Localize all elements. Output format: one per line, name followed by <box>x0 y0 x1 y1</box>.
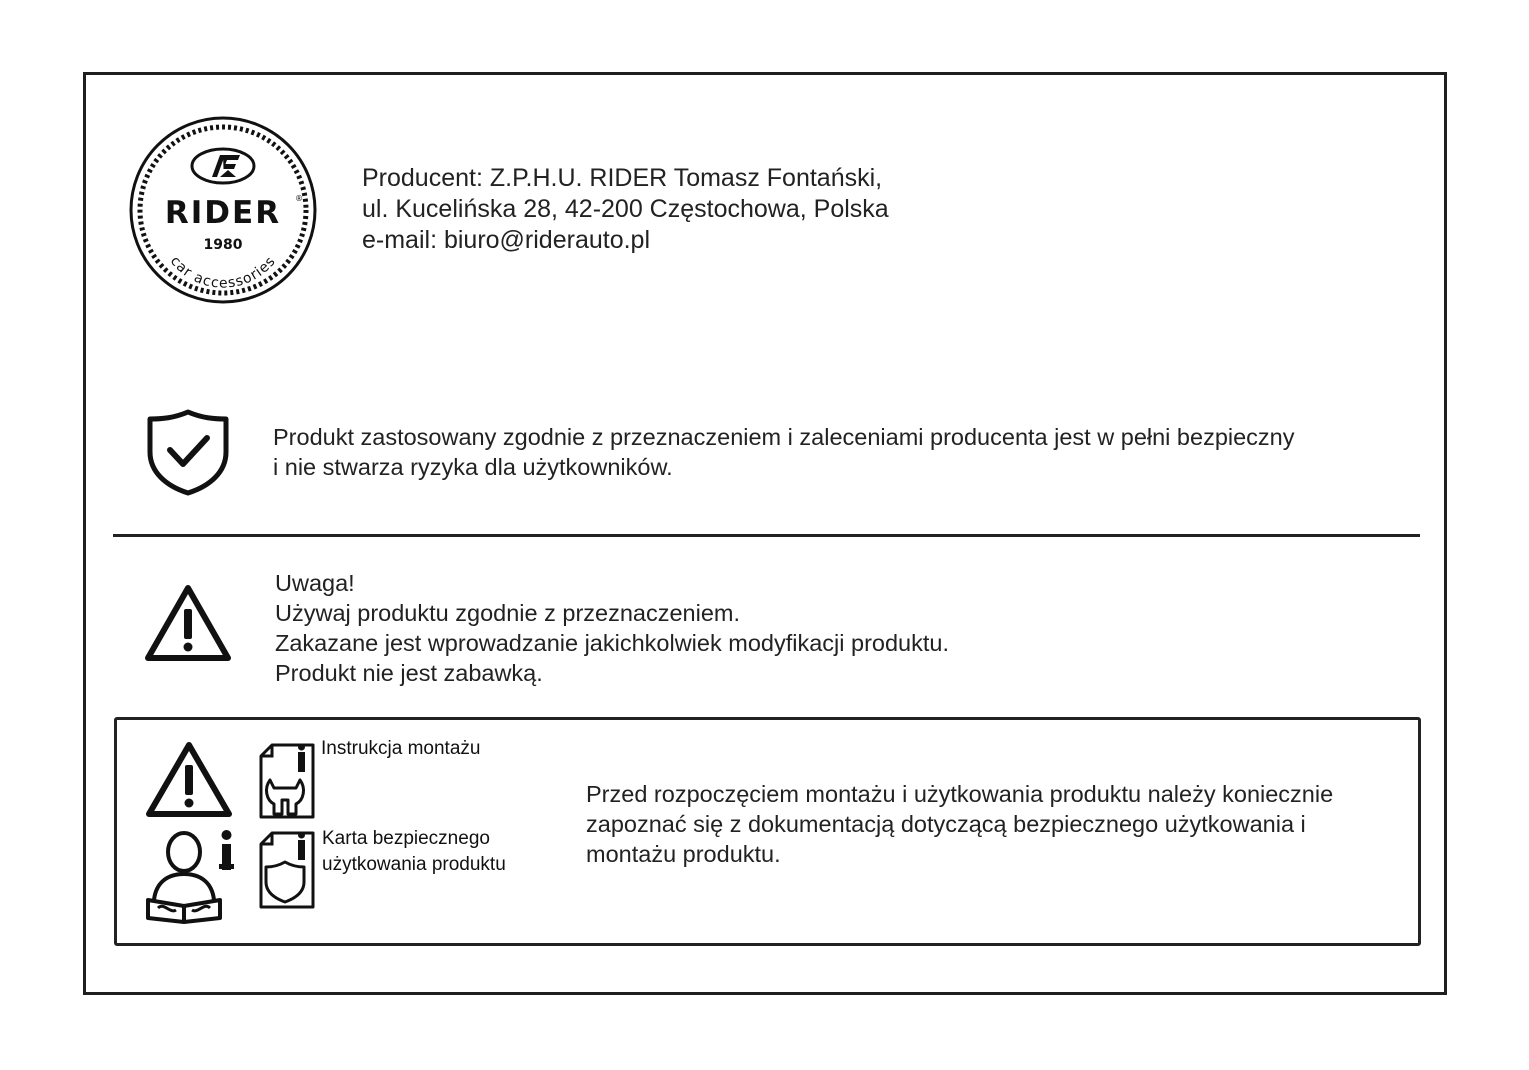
safety-sheet-label <box>322 826 506 878</box>
logo-brand: RIDER <box>164 195 282 231</box>
info-sheet <box>83 72 1447 995</box>
safety-line-2: i nie stwarza ryzyka dla użytkowników. <box>273 454 673 480</box>
warning-line-1: Uwaga! <box>275 570 355 596</box>
warning-triangle-icon <box>145 741 233 819</box>
manual-label: Instrukcja montażu <box>321 738 481 759</box>
logo-registered: ® <box>295 194 303 203</box>
warning-triangle-icon <box>144 583 232 663</box>
documentation-box <box>114 717 1421 946</box>
safety-sheet-icon <box>258 830 316 910</box>
safety-sheet-label-line-1: Karta bezpiecznego <box>322 828 490 849</box>
manual-document-icon <box>258 742 316 820</box>
logo-tagline: car accessories <box>166 253 280 292</box>
shield-check-icon <box>146 408 230 496</box>
read-manual-icon <box>142 830 238 924</box>
producer-address: ul. Kucelińska 28, 42-200 Częstochowa, Polska <box>362 195 889 223</box>
producer-email: e-mail: biuro@riderauto.pl <box>362 226 651 254</box>
safety-line-1: Produkt zastosowany zgodnie z przeznaczeniem i zaleceniami producenta jest w pełni bezpieczny <box>273 424 1295 450</box>
documentation-note <box>586 779 1333 869</box>
section-divider <box>113 534 1420 537</box>
warning-line-4: Produkt nie jest zabawką. <box>275 660 543 686</box>
note-line-1: Przed rozpoczęciem montażu i użytkowania produktu należy koniecznie <box>586 781 1334 807</box>
note-line-2: zapoznać się z dokumentacją dotyczącą bezpiecznego użytkowania i <box>586 811 1306 837</box>
rider-logo <box>128 115 318 305</box>
warning-line-2: Używaj produktu zgodnie z przeznaczeniem. <box>275 600 741 626</box>
safety-sheet-label-line-2: użytkowania produktu <box>322 854 506 875</box>
warning-statement <box>275 568 949 688</box>
warning-line-3: Zakazane jest wprowadzanie jakichkolwiek modyfikacji produktu. <box>275 630 949 656</box>
note-line-3: montażu produktu. <box>586 841 781 867</box>
safety-statement <box>273 422 1295 482</box>
logo-year: 1980 <box>203 237 243 253</box>
producer-name: Producent: Z.P.H.U. RIDER Tomasz Fontański, <box>362 164 883 192</box>
producer-info <box>362 163 889 256</box>
